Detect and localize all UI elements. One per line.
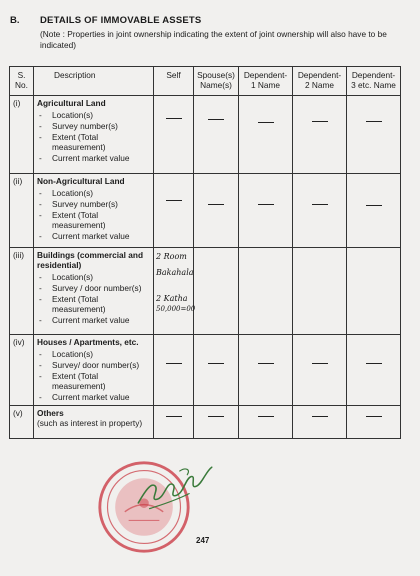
handwritten-dash xyxy=(166,416,182,417)
list-item: - Current market value xyxy=(37,315,150,325)
row-sno: (v) xyxy=(10,406,34,439)
handwritten-dash xyxy=(208,363,224,364)
spouse-value xyxy=(194,335,239,406)
header-spouse: Spouse(s) Name(s) xyxy=(194,67,239,96)
table-row xyxy=(10,406,401,439)
dependent-1-value xyxy=(239,96,293,174)
dependent-3-value xyxy=(347,335,401,406)
dependent-2-value xyxy=(293,406,347,439)
item-list xyxy=(37,188,150,241)
handwritten-dash xyxy=(312,363,328,364)
header-dependent-2: Dependent-2 Name xyxy=(293,67,347,96)
list-item: - Survey number(s) xyxy=(37,199,150,209)
category-label: Non-Agricultural Land xyxy=(37,176,125,186)
table-row xyxy=(10,96,401,174)
spouse-value xyxy=(194,96,239,174)
list-item: - Extent (Total measurement) xyxy=(37,371,150,391)
spouse-value xyxy=(194,406,239,439)
list-item: - Current market value xyxy=(37,392,150,402)
page-number: 247 xyxy=(196,536,210,545)
dependent-3-value xyxy=(347,248,401,335)
table-header-row xyxy=(10,67,401,96)
row-description xyxy=(34,335,154,406)
list-item: - Survey number(s) xyxy=(37,121,150,131)
dependent-2-value xyxy=(293,174,347,248)
table-row xyxy=(10,335,401,406)
self-value xyxy=(154,96,194,174)
dependent-2-value xyxy=(293,248,347,335)
handwritten-dash xyxy=(258,204,274,205)
list-item: - Extent (Total measurement) xyxy=(37,294,150,314)
handwritten-dash xyxy=(366,121,382,122)
self-value xyxy=(154,174,194,248)
handwritten-signature xyxy=(132,454,218,520)
handwritten-dash xyxy=(208,204,224,205)
list-item: - Survey/ door number(s) xyxy=(37,360,150,370)
header-dependent-1: Dependent-1 Name xyxy=(239,67,293,96)
self-value xyxy=(154,406,194,439)
table-row xyxy=(10,248,401,335)
section-note: (Note : Properties in joint ownership indicating the extent of joint ownership will also have to be indicated) xyxy=(40,29,387,50)
row-sno: (i) xyxy=(10,96,34,174)
list-item: - Extent (Total measurement) xyxy=(37,132,150,152)
immovable-assets-table xyxy=(9,66,401,439)
row-sno: (iv) xyxy=(10,335,34,406)
handwritten-dash xyxy=(166,363,182,364)
dependent-3-value xyxy=(347,174,401,248)
self-value xyxy=(154,335,194,406)
row-description xyxy=(34,96,154,174)
handwritten-dash xyxy=(166,118,182,119)
handwritten-dash xyxy=(208,119,224,120)
list-item: - Location(s) xyxy=(37,110,150,120)
handwritten-dash xyxy=(258,122,274,123)
category-label: Houses / Apartments, etc. xyxy=(37,337,139,347)
handwritten-dash xyxy=(366,363,382,364)
handwritten-entry: 2 Katha xyxy=(156,294,188,303)
dependent-2-value xyxy=(293,96,347,174)
handwritten-dash xyxy=(166,200,182,201)
self-value xyxy=(154,248,194,335)
item-list xyxy=(37,272,150,325)
header-self: Self xyxy=(154,67,194,96)
handwritten-entry: 50,000=00 xyxy=(156,305,196,313)
table-row xyxy=(10,174,401,248)
category-label: Others xyxy=(37,408,64,418)
row-description xyxy=(34,174,154,248)
header-dependent-3: Dependent-3 etc. Name xyxy=(347,67,401,96)
row-description xyxy=(34,248,154,335)
category-subtitle: (such as interest in property) xyxy=(37,418,143,428)
handwritten-dash xyxy=(208,416,224,417)
dependent-1-value xyxy=(239,248,293,335)
handwritten-dash xyxy=(312,204,328,205)
list-item: - Current market value xyxy=(37,231,150,241)
list-item: - Location(s) xyxy=(37,188,150,198)
item-list xyxy=(37,349,150,402)
category-label: Buildings (commercial and residential) xyxy=(37,250,144,270)
list-item: - Location(s) xyxy=(37,272,150,282)
bleed-through-text xyxy=(30,2,412,12)
section-letter: B. xyxy=(10,15,20,26)
category-label: Agricultural Land xyxy=(37,98,106,108)
handwritten-entry: Bakahala xyxy=(156,268,194,277)
list-item: - Extent (Total measurement) xyxy=(37,210,150,230)
spouse-value xyxy=(194,248,239,335)
handwritten-dash xyxy=(312,121,328,122)
handwritten-dash xyxy=(258,416,274,417)
section-title: DETAILS OF IMMOVABLE ASSETS xyxy=(40,15,202,26)
handwritten-dash xyxy=(258,363,274,364)
dependent-2-value xyxy=(293,335,347,406)
item-list xyxy=(37,110,150,163)
list-item: - Current market value xyxy=(37,153,150,163)
handwritten-dash xyxy=(312,416,328,417)
header-description: Description xyxy=(34,67,154,96)
row-sno: (ii) xyxy=(10,174,34,248)
spouse-value xyxy=(194,174,239,248)
list-item: - Location(s) xyxy=(37,349,150,359)
row-description xyxy=(34,406,154,439)
dependent-1-value xyxy=(239,335,293,406)
handwritten-entry: 2 Room xyxy=(156,252,187,261)
dependent-3-value xyxy=(347,406,401,439)
handwritten-dash xyxy=(366,205,382,206)
header-sno: S. No. xyxy=(10,67,34,96)
handwritten-dash xyxy=(366,416,382,417)
row-sno: (iii) xyxy=(10,248,34,335)
list-item: - Survey / door number(s) xyxy=(37,283,150,293)
dependent-1-value xyxy=(239,406,293,439)
dependent-3-value xyxy=(347,96,401,174)
dependent-1-value xyxy=(239,174,293,248)
